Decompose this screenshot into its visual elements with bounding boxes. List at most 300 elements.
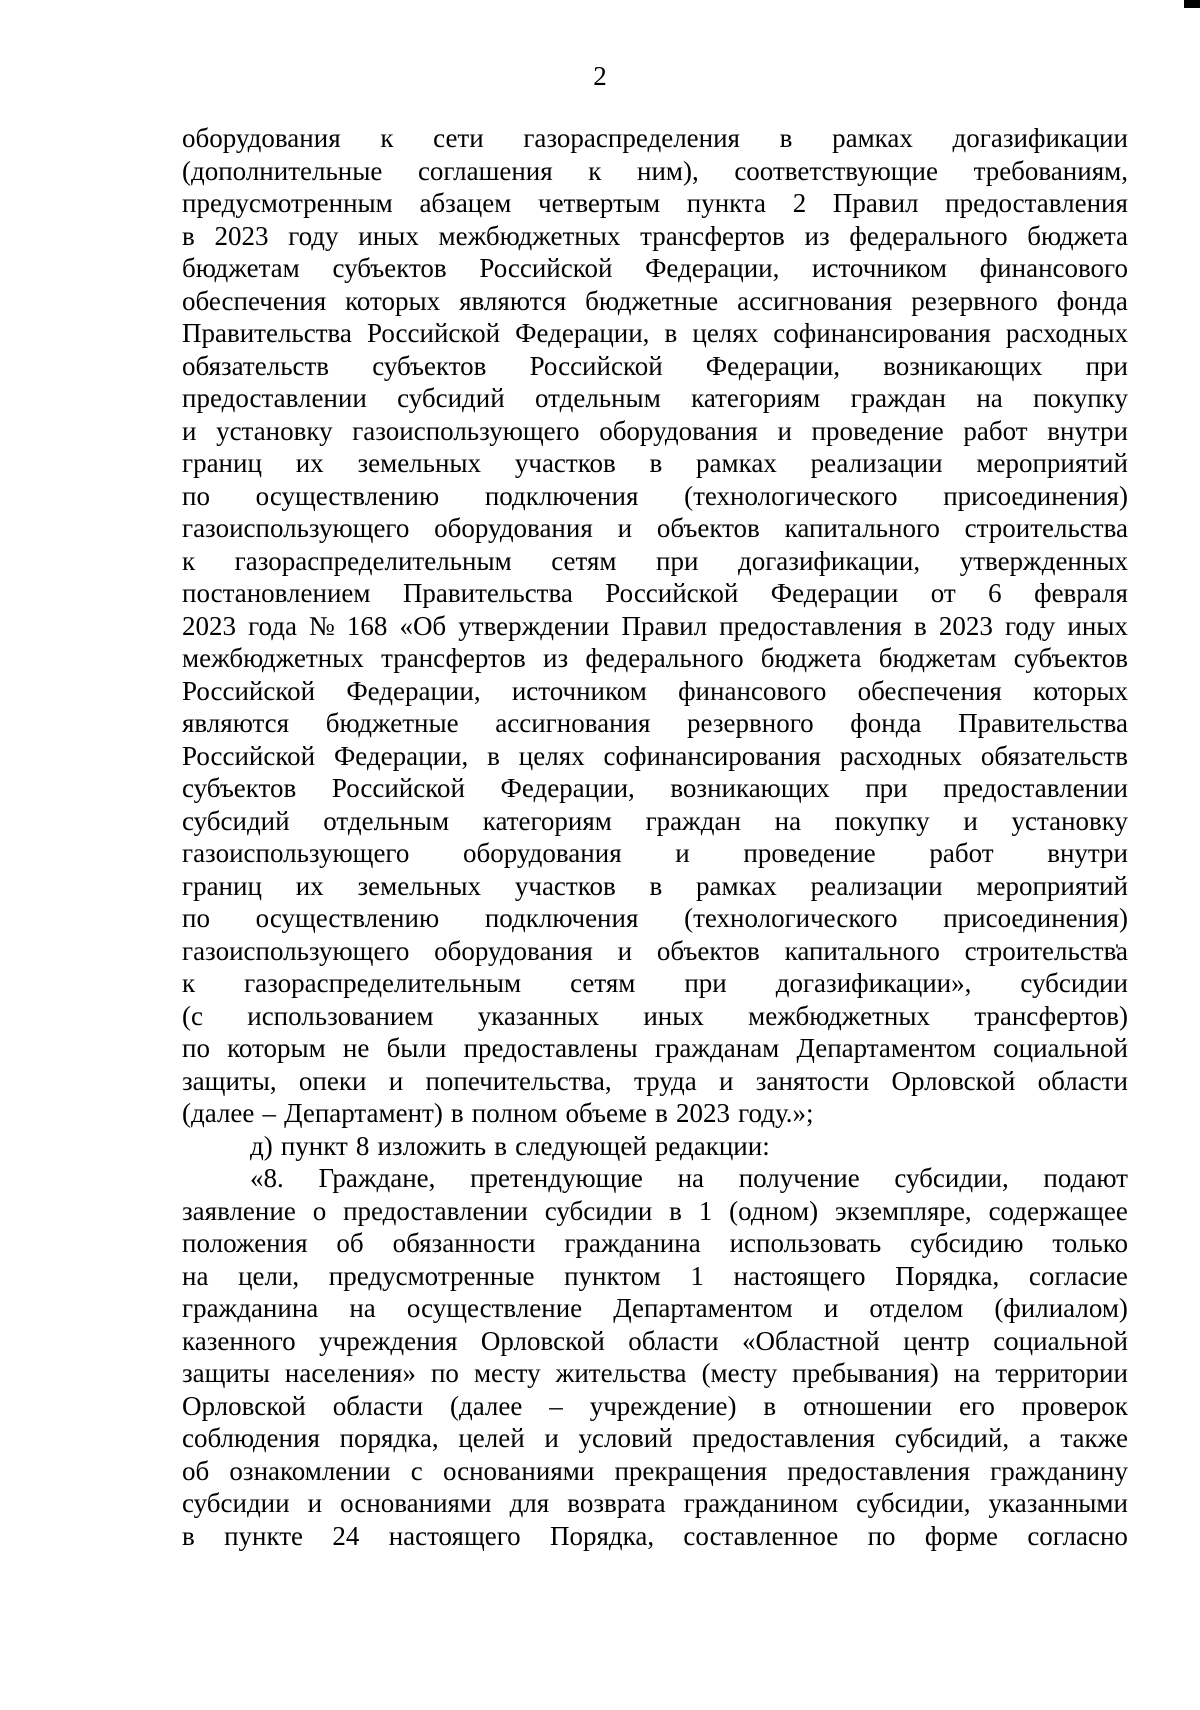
word: февраля [1034, 578, 1128, 608]
word: согласно [1027, 1520, 1128, 1551]
word: граждан [850, 383, 946, 413]
word: оборудования [599, 415, 758, 446]
word: отдельным [535, 383, 661, 413]
word: субсидий [182, 805, 290, 836]
word: не [342, 1033, 370, 1063]
word: 2 [792, 188, 807, 218]
word: и [719, 1065, 734, 1096]
word: предоставлении [182, 383, 367, 413]
text-line [182, 805, 1128, 838]
word: основаниями [340, 1488, 492, 1518]
word: Российской [479, 253, 613, 283]
word: внутри [1047, 838, 1128, 868]
text-line [182, 772, 1128, 805]
word: Федерации, [333, 740, 469, 771]
text-line [182, 1325, 1128, 1358]
text-line [182, 1130, 1128, 1163]
text-line [182, 415, 1128, 448]
word: Правил [621, 610, 708, 641]
word: границ [182, 870, 262, 901]
word: проведение [743, 838, 876, 868]
word: газоиспользующего [182, 513, 410, 543]
word: 24 [332, 1520, 360, 1551]
word: об [336, 1228, 364, 1258]
word: четвертым [537, 188, 661, 218]
word: сетям [570, 968, 636, 998]
word: Порядка, [895, 1260, 1000, 1291]
word: форме [924, 1520, 998, 1551]
word: капитального [784, 935, 940, 966]
word: осуществлению [255, 480, 440, 511]
word: фонда [850, 708, 922, 738]
word: в [487, 740, 500, 771]
word: на [953, 1358, 981, 1388]
word: предоставления [945, 188, 1128, 218]
word: гражданина [564, 1228, 701, 1258]
word: Правил [832, 188, 919, 218]
word: фонда [1056, 285, 1128, 316]
word: газоиспользующего [352, 415, 580, 446]
word: соглашения [417, 155, 553, 186]
word: граждан [645, 805, 741, 836]
word: при [684, 968, 727, 998]
word: к [588, 155, 602, 186]
text-line [182, 967, 1128, 1000]
word: которых [345, 285, 441, 316]
word: Департаментом [613, 1293, 793, 1323]
word: межбюджетных [748, 1000, 930, 1031]
word: из [804, 220, 830, 251]
word: субъектов [182, 773, 297, 803]
word: осуществление [406, 1293, 583, 1323]
word: об [182, 1455, 210, 1486]
word: рамках [696, 448, 777, 478]
word: в [914, 610, 927, 641]
word: бюджетные [325, 708, 459, 738]
word: оборудования [463, 838, 622, 868]
word: обеспечения [182, 285, 327, 316]
word: заявление [182, 1195, 296, 1226]
word: основаниями [442, 1455, 595, 1486]
word: в [763, 1390, 777, 1421]
word: из [543, 643, 569, 673]
word: на [976, 383, 1003, 413]
text-line [182, 1520, 1128, 1553]
word: «Об [399, 610, 447, 641]
word: мероприятий [976, 448, 1128, 478]
word: трансфертов) [974, 1000, 1128, 1031]
word: в [655, 1098, 668, 1128]
word: субсидию [910, 1228, 1024, 1258]
word: субсидий, [894, 1423, 1010, 1453]
word: установку [1011, 805, 1128, 836]
word: центр [903, 1325, 970, 1356]
word: предусмотренные [328, 1260, 535, 1291]
text-line [182, 1000, 1128, 1033]
word: абзацем [419, 188, 512, 218]
word: от [930, 578, 956, 608]
word: (месту [701, 1358, 778, 1388]
word: земельных [357, 448, 482, 478]
word: только [1052, 1228, 1128, 1258]
word: «Областной [742, 1325, 880, 1356]
word: рамках [696, 870, 777, 901]
word: жительства [555, 1358, 687, 1388]
word: области [332, 1390, 424, 1421]
page-number: 2 [593, 61, 607, 91]
word: резервного [911, 285, 1038, 316]
word: (одном) [729, 1195, 819, 1226]
word: учреждения [319, 1325, 458, 1356]
word: занятости [755, 1065, 870, 1096]
word: иных [643, 1000, 704, 1031]
word: 2023 [938, 610, 993, 641]
word: гражданина [182, 1293, 319, 1323]
word: оборудования [434, 935, 593, 966]
word: 6 [988, 578, 1002, 608]
word: защиты, [182, 1065, 277, 1096]
word: федерального [849, 220, 1008, 251]
word: Российской [367, 318, 501, 348]
word: и [675, 838, 690, 868]
text-line [182, 285, 1128, 318]
word: также [1060, 1423, 1128, 1453]
word: покупку [1033, 383, 1128, 413]
word: (филиалом) [994, 1293, 1128, 1323]
word: догазификации», [775, 968, 972, 998]
word: субсидии, [856, 1488, 971, 1518]
word: к [182, 545, 196, 576]
word: бюджета [1027, 220, 1128, 251]
word: в [649, 870, 663, 901]
word: покупку [834, 805, 930, 836]
word: в [669, 1195, 682, 1226]
word: газораспределительным [234, 545, 512, 576]
word: 1 [690, 1260, 704, 1291]
word: Граждане, [318, 1163, 436, 1193]
word: субсидии [1020, 968, 1128, 998]
word: казенного [182, 1325, 296, 1356]
word: участков [514, 448, 616, 478]
word: догазификации, [737, 545, 921, 576]
word: участков [514, 870, 616, 901]
word: соблюдения [182, 1423, 320, 1453]
word: по [182, 1033, 210, 1063]
text-line [182, 1487, 1128, 1520]
word: категориям [691, 383, 821, 413]
word: Правительства [182, 318, 352, 348]
word: претендующие [470, 1163, 643, 1193]
word: сетям [551, 545, 617, 576]
word: в [664, 318, 678, 348]
text-line [182, 1260, 1128, 1293]
word: иных [1067, 610, 1128, 641]
word: газоиспользующего [182, 838, 410, 868]
word: и [823, 1293, 839, 1323]
word: труда [633, 1065, 697, 1096]
word: обязательств [980, 740, 1128, 771]
text-line [182, 1032, 1128, 1065]
word: объектов [656, 935, 760, 966]
text-line [182, 1097, 1128, 1130]
word: возврата [567, 1488, 666, 1518]
word: Порядка, [549, 1520, 655, 1551]
word: года [248, 610, 297, 641]
word: опеки [298, 1065, 367, 1096]
word: субъектов [1013, 643, 1128, 673]
text-line [182, 122, 1128, 155]
word: и [388, 1065, 404, 1096]
word: целей [458, 1423, 525, 1453]
text-line [182, 187, 1128, 220]
word: защиты [182, 1358, 270, 1388]
word: полном [471, 1098, 558, 1128]
word: «8. [250, 1163, 284, 1193]
text-line [182, 317, 1128, 350]
text-line [182, 382, 1128, 415]
word: по [430, 1358, 459, 1388]
word: рамках [832, 123, 913, 153]
word: получение [738, 1163, 860, 1193]
word: реализации [810, 448, 943, 478]
word: предоставления [692, 1423, 876, 1453]
word: земельных [357, 870, 482, 901]
text-line [182, 870, 1128, 903]
word: изложить [377, 1130, 487, 1161]
word: оборудования [182, 123, 341, 153]
word: которых [1033, 675, 1128, 706]
word: пункте [224, 1520, 304, 1551]
word: Департаментом [796, 1033, 976, 1063]
word: реализации [810, 870, 943, 901]
word: Федерации, [500, 773, 635, 803]
word: 1 [698, 1195, 713, 1226]
word: субсидии, [894, 1163, 1009, 1193]
word: строительства [964, 513, 1128, 543]
word: настоящего [388, 1520, 521, 1551]
word: пункт [280, 1130, 348, 1161]
text-line [182, 1422, 1128, 1455]
word: финансового [979, 253, 1128, 283]
word: требованиям, [973, 155, 1128, 186]
word: Федерации [770, 578, 899, 608]
word: объеме [565, 1098, 648, 1128]
document-body [182, 122, 1128, 1552]
text-line [182, 902, 1128, 935]
text-line [182, 837, 1128, 870]
word: при [865, 773, 908, 803]
word: софинансирования [773, 318, 991, 348]
word: отдельным [323, 805, 450, 836]
word: предусмотренным [182, 188, 393, 218]
word: месту [473, 1358, 541, 1388]
word: предоставления [787, 1455, 970, 1486]
word: 8 [355, 1130, 370, 1161]
word: экземпляре, [835, 1195, 972, 1226]
word: бюджетам [878, 643, 997, 673]
word: федерального [585, 643, 744, 673]
word: были [386, 1033, 447, 1063]
text-line [182, 447, 1128, 480]
word: году [1004, 610, 1056, 641]
word: Департамент) [284, 1098, 443, 1128]
word: соответствующие [734, 155, 938, 186]
word: попечительства, [425, 1065, 612, 1096]
word: и [307, 1488, 323, 1518]
word: отношении [803, 1390, 933, 1421]
word: софинансирования [603, 740, 821, 771]
word: при [656, 545, 699, 576]
word: подают [1043, 1163, 1128, 1193]
word: предоставлении [943, 773, 1128, 803]
word: цели, [238, 1260, 300, 1291]
word: и [777, 415, 792, 446]
word: (далее [449, 1390, 523, 1421]
word: подключения [484, 903, 639, 933]
word: установку [216, 415, 333, 446]
word: и [963, 805, 978, 836]
word: гражданину [990, 1455, 1128, 1486]
text-line [182, 1390, 1128, 1423]
word: 2023 [214, 220, 269, 251]
word: Российской [182, 740, 316, 771]
text-line [182, 740, 1128, 773]
word: возникающих [883, 350, 1043, 381]
word: его [958, 1390, 995, 1421]
word: (технологического [684, 480, 898, 511]
word: которым [227, 1033, 326, 1063]
word: области [628, 1325, 719, 1356]
word: обязательств [182, 350, 330, 381]
word: году [288, 220, 339, 251]
word: возникающих [670, 773, 830, 803]
word: субъектов [332, 253, 447, 283]
word: использовать [729, 1228, 882, 1258]
word: мероприятий [976, 870, 1128, 901]
word: предоставлены [463, 1033, 638, 1063]
word: Российской [529, 350, 663, 381]
word: (дополнительные [182, 155, 383, 186]
word: пребывания) [792, 1358, 939, 1388]
word: постановлением [182, 578, 371, 608]
text-line [182, 1292, 1128, 1325]
word: строительства [964, 935, 1128, 966]
text-line [182, 1065, 1128, 1098]
word: расходных [839, 740, 963, 771]
word: на [349, 1293, 376, 1323]
word: присоединения) [943, 480, 1128, 511]
text-line [182, 1455, 1128, 1488]
word: прекращения [614, 1455, 768, 1486]
word: использованием [247, 1000, 434, 1031]
word: в [182, 220, 195, 251]
word: субъектов [372, 350, 487, 381]
text-line [182, 577, 1128, 610]
word: Орловской [891, 1065, 1016, 1096]
word: их [295, 448, 324, 478]
word: субсидий [397, 383, 505, 413]
word: являются [182, 708, 290, 738]
word: работ [929, 838, 994, 868]
text-line [182, 610, 1128, 643]
word: области [1037, 1065, 1128, 1096]
word: к [380, 123, 394, 153]
scan-corner-mark [1184, 0, 1200, 8]
word: Правительства [402, 578, 573, 608]
word: газораспределительным [244, 968, 522, 998]
word: году.»; [738, 1098, 814, 1128]
word: положения [182, 1228, 308, 1258]
word: субсидии [544, 1195, 653, 1226]
word: ознакомлении [229, 1455, 391, 1486]
word: а [1028, 1423, 1041, 1453]
word: Российской [331, 773, 465, 803]
word: 168 [346, 610, 388, 641]
word: о [312, 1195, 327, 1226]
word: категориям [482, 805, 612, 836]
word: газоиспользующего [182, 935, 410, 966]
text-line [182, 220, 1128, 253]
word: догазификации [952, 123, 1128, 153]
word: подключения [484, 480, 639, 511]
word: иных [358, 220, 419, 251]
word: оборудования [434, 513, 593, 543]
word: финансового [678, 675, 827, 706]
word: их [295, 870, 324, 901]
word: содержащее [988, 1195, 1128, 1226]
word: целях [692, 318, 759, 348]
word: на [182, 1260, 209, 1291]
word: территории [995, 1358, 1128, 1388]
text-line [182, 512, 1128, 545]
text-line [182, 642, 1128, 675]
word: трансфертов [640, 220, 785, 251]
word: бюджетам [182, 253, 300, 283]
word: обеспечения [857, 675, 1002, 706]
word: бюджетные [585, 285, 719, 316]
word: к [182, 968, 196, 998]
word: условий [578, 1423, 673, 1453]
word: д) [250, 1130, 273, 1161]
text-line [182, 1357, 1128, 1390]
word: порядка, [339, 1423, 439, 1453]
word: на [677, 1163, 705, 1193]
text-line [182, 935, 1128, 968]
word: учреждение) [589, 1390, 737, 1421]
word: присоединения) [943, 903, 1128, 933]
word: осуществлению [255, 903, 440, 933]
word: 2023 [675, 1098, 730, 1128]
word: являются [459, 285, 567, 316]
word: в [649, 448, 663, 478]
word: (технологического [684, 903, 898, 933]
word: с [410, 1455, 423, 1486]
word: капитального [784, 513, 940, 543]
text-line [182, 1162, 1128, 1195]
word: утвержденных [959, 545, 1128, 576]
word: (с [182, 1000, 203, 1031]
word: социальной [993, 1325, 1128, 1356]
text-line [182, 480, 1128, 513]
word: населения» [284, 1358, 416, 1388]
word: и [617, 935, 633, 966]
word: указанными [988, 1488, 1128, 1518]
word: источником [511, 675, 647, 706]
word: указанных [477, 1000, 600, 1031]
word: для [509, 1488, 550, 1518]
word: межбюджетных [182, 643, 364, 673]
word: в [450, 1098, 464, 1128]
